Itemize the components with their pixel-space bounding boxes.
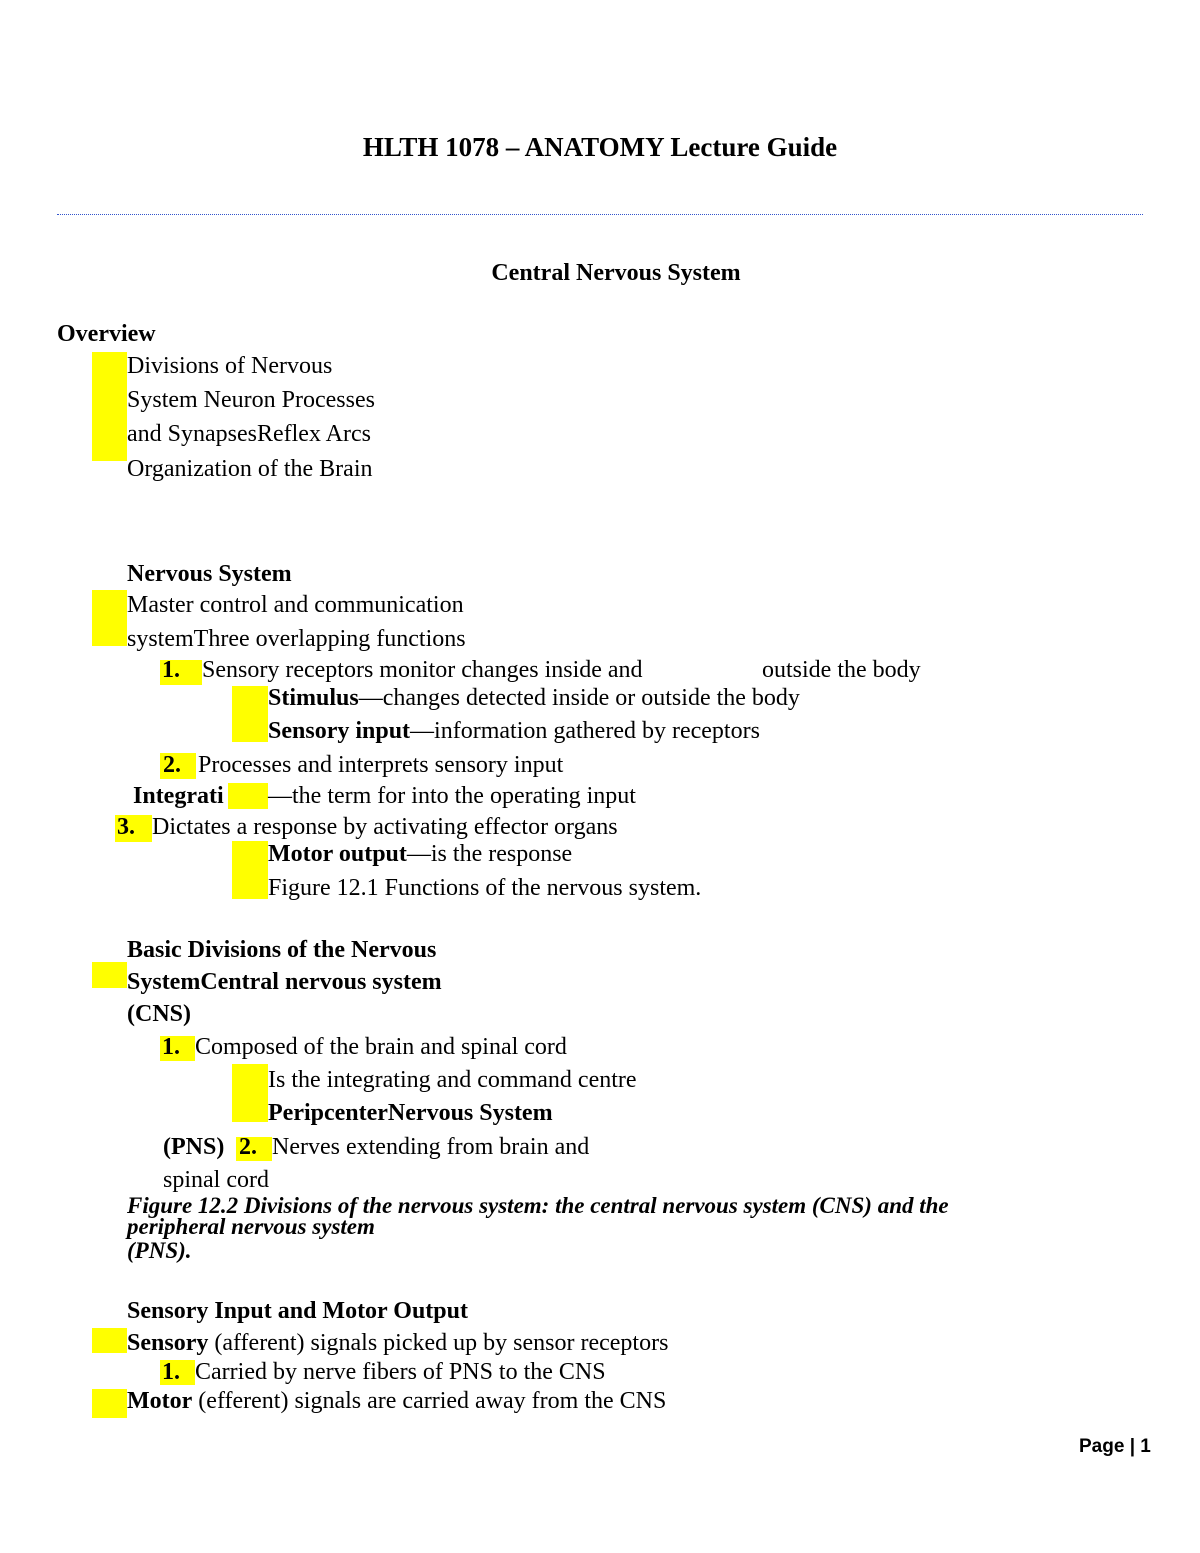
definition-term: Stimulus <box>268 685 359 711</box>
definition-term: Integrati <box>133 783 224 809</box>
highlight-marker <box>228 783 268 809</box>
body-line: systemThree overlapping functions <box>127 626 466 652</box>
list-item-text: Composed of the brain and spinal cord <box>195 1034 567 1060</box>
definition-text: —is the response <box>406 841 573 867</box>
definition-line <box>127 1329 668 1357</box>
pns-label: (PNS) <box>163 1134 225 1160</box>
definition-term: Motor output <box>268 841 407 867</box>
list-number: 1. <box>162 1359 180 1385</box>
overview-line: and SynapsesReflex Arcs <box>127 421 371 447</box>
list-item-text: Processes and interprets sensory input <box>198 752 564 778</box>
definition-line <box>268 717 760 745</box>
section-title: Central Nervous System <box>491 260 741 286</box>
definition-text: —the term for into the operating input <box>268 783 636 809</box>
definition-text: —information gathered by receptors <box>410 718 760 744</box>
overview-line: System Neuron Processes <box>127 387 375 413</box>
highlight-marker <box>92 1328 127 1353</box>
list-item-text: spinal cord <box>163 1167 269 1193</box>
highlight-marker <box>92 352 127 461</box>
divisions-line: SystemCentral nervous system <box>127 969 442 995</box>
list-number: 1. <box>162 657 180 683</box>
page-footer <box>1079 1436 1151 1458</box>
overview-line: Organization of the Brain <box>127 456 373 482</box>
page-label: Page | <box>1079 1436 1136 1457</box>
list-item-text: Sensory receptors monitor changes inside and <box>202 657 643 683</box>
figure-caption: Figure 12.1 Functions of the nervous system. <box>268 875 702 901</box>
highlight-marker <box>92 590 127 646</box>
list-item-text: Carried by nerve fibers of PNS to the CNS <box>195 1359 606 1385</box>
sub-item-text: PeripcenterNervous System <box>268 1100 553 1126</box>
divisions-line: (CNS) <box>127 1001 191 1027</box>
definition-line <box>268 840 572 868</box>
list-number: 2. <box>163 752 181 778</box>
list-item-text: Dictates a response by activating effector organs <box>152 814 618 840</box>
highlight-marker <box>92 962 127 988</box>
figure-caption: Figure 12.2 Divisions of the nervous system: the central nervous system (CNS) and the <box>127 1193 949 1218</box>
figure-caption: peripheral nervous system <box>127 1214 375 1239</box>
page-number: 1 <box>1140 1436 1151 1457</box>
definition-term: Sensory <box>127 1330 209 1356</box>
definition-line <box>127 1387 666 1415</box>
list-number: 1. <box>162 1034 180 1060</box>
header-divider <box>57 214 1143 215</box>
nervous-system-heading: Nervous System <box>127 561 292 587</box>
definition-term: Sensory input <box>268 718 411 744</box>
definition-text: (afferent) signals picked up by sensor receptors <box>208 1330 669 1356</box>
highlight-marker <box>92 1389 127 1418</box>
definition-term: Motor <box>127 1388 193 1414</box>
definition-text: (efferent) signals are carried away from the CNS <box>192 1388 667 1414</box>
definition-line <box>268 684 800 712</box>
body-line: Master control and communication <box>127 592 464 618</box>
list-number: 2. <box>239 1134 257 1160</box>
list-number: 3. <box>117 814 135 840</box>
sub-item-text: Is the integrating and command centre <box>268 1067 637 1093</box>
document-title: HLTH 1078 – ANATOMY Lecture Guide <box>362 132 838 162</box>
figure-caption: (PNS). <box>127 1238 192 1263</box>
highlight-marker <box>232 686 268 742</box>
sensory-motor-heading: Sensory Input and Motor Output <box>127 1298 468 1324</box>
highlight-marker <box>232 841 268 899</box>
highlight-marker <box>232 1064 268 1122</box>
list-item-text: outside the body <box>762 657 921 683</box>
definition-text: —changes detected inside or outside the body <box>358 685 800 711</box>
overview-heading: Overview <box>57 321 156 347</box>
divisions-heading: Basic Divisions of the Nervous <box>127 937 437 963</box>
list-item-text: Nerves extending from brain and <box>272 1134 590 1160</box>
overview-line: Divisions of Nervous <box>127 353 333 379</box>
